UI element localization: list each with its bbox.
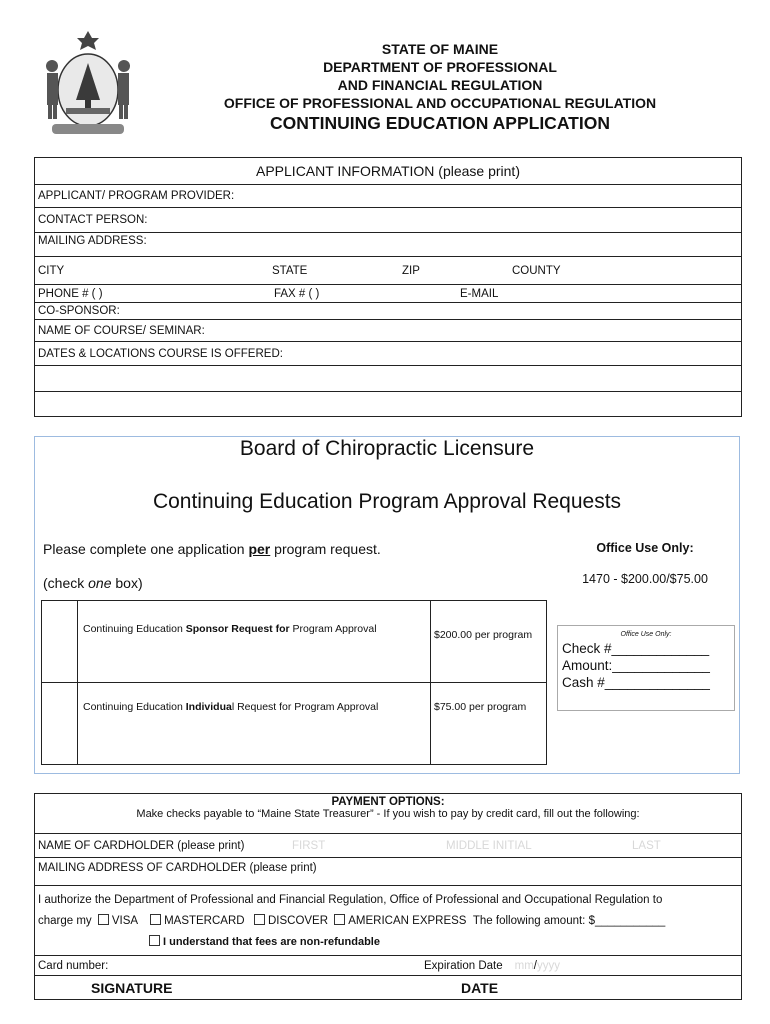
visa-label: VISA <box>111 915 138 927</box>
charge-my-label: charge my <box>38 915 92 927</box>
cardholder-name-label: NAME OF CARDHOLDER (please print) <box>38 839 245 852</box>
visa-checkbox[interactable] <box>98 914 109 925</box>
instruction-text <box>43 541 381 557</box>
amount-field[interactable]: Amount:_____________ <box>562 658 710 673</box>
payment-subtitle: Make checks payable to “Maine State Treasurer” - If you wish to pay by credit card, fill out the following: <box>136 808 640 820</box>
header-line-1: STATE OF MAINE <box>381 41 499 57</box>
expiration-year-field[interactable]: yyyy <box>537 959 560 972</box>
signature-row <box>35 976 742 1000</box>
expiration-slash: / <box>533 959 537 972</box>
applicant-info-table <box>34 157 742 417</box>
card-number-row <box>35 956 742 976</box>
course-dates-line-3[interactable] <box>35 392 742 417</box>
sponsor-label-post: Program Approval <box>289 623 377 635</box>
email-field[interactable]: E-MAIL <box>460 287 499 300</box>
date-field[interactable]: DATE <box>461 979 499 996</box>
first-name-field[interactable]: FIRST <box>292 839 326 852</box>
applicant-heading: APPLICANT INFORMATION (please print) <box>35 158 742 185</box>
contact-person-field[interactable]: CONTACT PERSON: <box>35 208 742 233</box>
sponsor-label-pre: Continuing Education <box>83 623 186 635</box>
fax-field[interactable]: FAX # ( ) <box>274 287 320 300</box>
discover-checkbox[interactable] <box>254 914 265 925</box>
nonrefund-row <box>38 932 738 953</box>
card-type-row <box>38 911 738 932</box>
individual-request-label <box>78 683 431 765</box>
cash-number-field[interactable]: Cash #______________ <box>562 675 710 690</box>
header-line-4: OFFICE OF PROFESSIONAL AND OCCUPATIONAL REGULATION <box>223 95 657 111</box>
authorization-block <box>35 886 742 956</box>
state-field[interactable]: STATE <box>272 264 308 277</box>
individual-label-bold: Individua <box>185 701 232 713</box>
check-number-field[interactable]: Check #_____________ <box>562 641 710 656</box>
sponsor-request-price: $200.00 per program <box>431 601 547 683</box>
header-line-3: AND FINANCIAL REGULATION <box>337 77 543 93</box>
individual-label-pre: Continuing Education <box>83 701 186 713</box>
maine-state-seal-icon <box>38 28 138 140</box>
phone-field[interactable]: PHONE # ( ) <box>38 287 103 300</box>
discover-label: DISCOVER <box>267 915 329 927</box>
applicant-provider-field[interactable]: APPLICANT/ PROGRAM PROVIDER: <box>35 185 742 208</box>
check-one-text <box>43 575 143 591</box>
individual-request-price: $75.00 per program <box>431 683 547 765</box>
check-post: box) <box>111 575 143 591</box>
cardholder-name-row <box>35 834 742 858</box>
last-name-field[interactable]: LAST <box>632 839 661 852</box>
city-field[interactable]: CITY <box>38 264 65 277</box>
middle-initial-field[interactable]: MIDDLE INITIAL <box>446 839 532 852</box>
instruction-pre: Please complete one application <box>43 541 249 557</box>
board-subtitle: Continuing Education Program Approval Requests <box>152 490 622 513</box>
mastercard-label: MASTERCARD <box>164 915 245 927</box>
check-pre: (check <box>43 575 89 591</box>
check-emphasis: one <box>88 575 112 591</box>
payment-header <box>35 794 742 834</box>
instruction-emphasis: per <box>248 541 271 557</box>
mailing-address-field[interactable]: MAILING ADDRESS: <box>35 233 742 257</box>
program-options-table <box>41 600 547 765</box>
office-use-title: Office Use Only: <box>596 541 694 555</box>
office-box-label: Office Use Only: <box>620 631 672 638</box>
nonrefund-label: I understand that fees are non-refundable <box>163 936 380 948</box>
amex-checkbox[interactable] <box>334 914 345 925</box>
board-section <box>34 436 740 774</box>
office-use-code: 1470 - $200.00/$75.00 <box>582 572 708 586</box>
individual-label-post: l Request for Program Approval <box>231 701 379 713</box>
course-name-field[interactable]: NAME OF COURSE/ SEMINAR: <box>35 320 742 342</box>
sponsor-label-bold: Sponsor Request for <box>185 623 290 635</box>
city-state-row <box>35 257 742 285</box>
card-number-field[interactable]: Card number: <box>38 959 109 972</box>
page-title: CONTINUING EDUCATION APPLICATION <box>270 113 610 133</box>
sponsor-request-checkbox[interactable] <box>42 601 78 683</box>
nonrefund-checkbox[interactable] <box>149 935 160 946</box>
mastercard-checkbox[interactable] <box>150 914 161 925</box>
amount-line[interactable]: The following amount: $___________ <box>472 915 666 927</box>
cardholder-address-field[interactable]: MAILING ADDRESS OF CARDHOLDER (please print) <box>35 858 742 886</box>
header-line-2: DEPARTMENT OF PROFESSIONAL <box>323 59 557 75</box>
county-field[interactable]: COUNTY <box>512 264 561 277</box>
expiration-month-field[interactable]: mm <box>514 959 534 972</box>
board-title: Board of Chiropractic Licensure <box>239 437 535 460</box>
course-dates-field[interactable]: DATES & LOCATIONS COURSE IS OFFERED: <box>35 342 742 366</box>
payment-options-table <box>34 793 742 1000</box>
payment-title: PAYMENT OPTIONS: <box>331 796 445 808</box>
signature-field[interactable]: SIGNATURE <box>91 979 173 996</box>
expiration-label: Expiration Date <box>424 959 503 972</box>
individual-request-checkbox[interactable] <box>42 683 78 765</box>
course-dates-line-2[interactable] <box>35 366 742 392</box>
zip-field[interactable]: ZIP <box>402 264 420 277</box>
phone-fax-row <box>35 285 742 303</box>
instruction-post: program request. <box>270 541 381 557</box>
cosponsor-field[interactable]: CO-SPONSOR: <box>35 303 742 320</box>
amex-label: AMERICAN EXPRESS <box>348 915 467 927</box>
sponsor-request-label <box>78 601 431 683</box>
authorization-text: I authorize the Department of Professional and Financial Regulation, Office of Professional and Occupational Regulation to <box>38 894 663 906</box>
office-use-box <box>557 625 735 711</box>
